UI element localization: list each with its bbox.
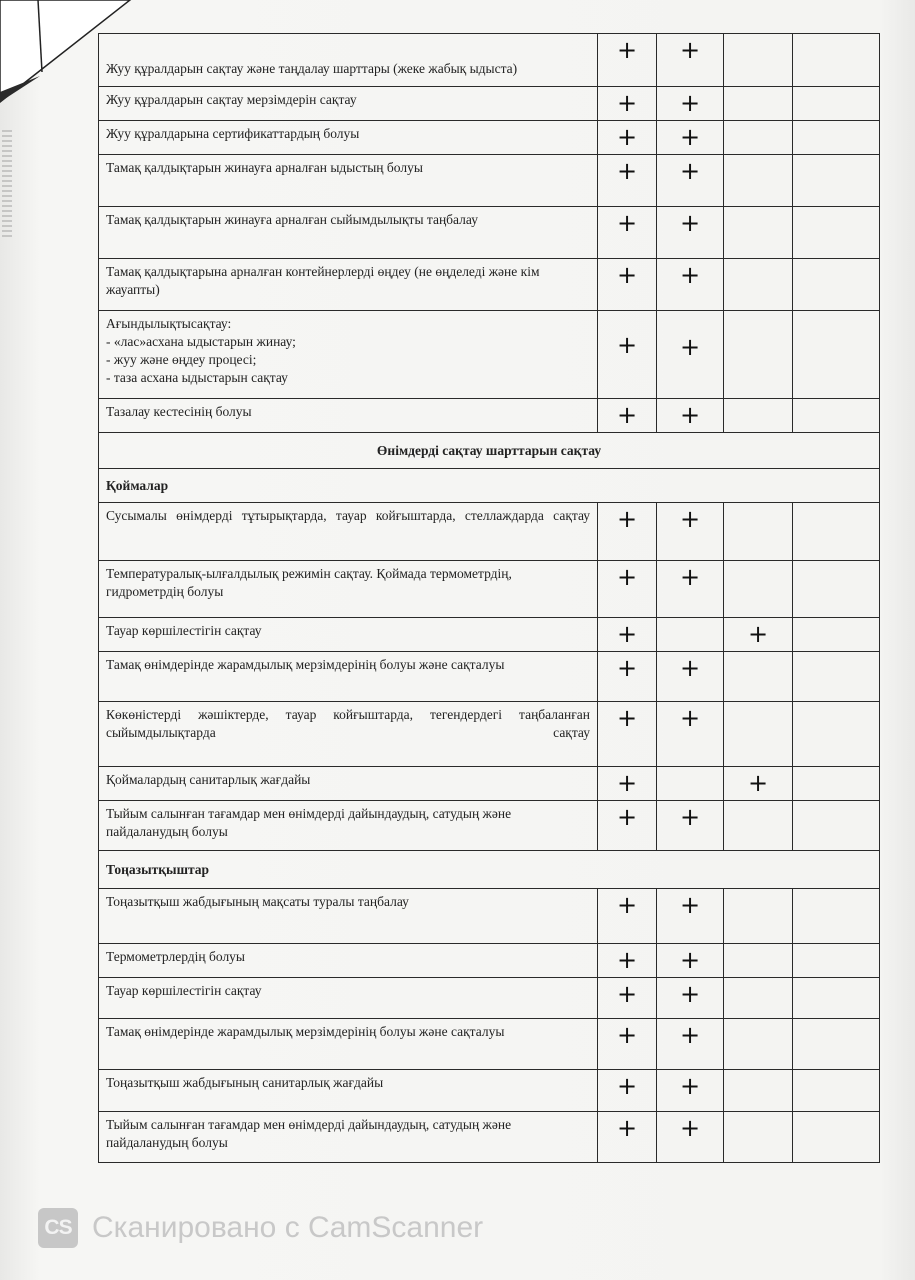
plus-mark: + [616, 123, 638, 151]
criterion-text: Тамақ өнімдерінде жарамдылық мерзімдерінің болуы және сақталуы [99, 1019, 598, 1070]
mark-cell [793, 944, 880, 978]
plus-mark: + [616, 505, 638, 533]
mark-cell [793, 311, 880, 399]
scan-edge-marks [2, 130, 12, 240]
plus-mark: + [616, 331, 638, 359]
mark-cell [724, 259, 793, 311]
mark-cell [724, 34, 793, 87]
plus-mark: + [679, 654, 701, 682]
plus-mark: + [616, 261, 638, 289]
table-row [99, 801, 880, 851]
criterion-line: Ағындылықтысақтау: [106, 316, 232, 331]
criterion-text: Тамақ қалдықтарына арналған контейнерлерді өңдеу (не өңделеді және кім жауапты) [99, 259, 598, 311]
plus-mark: + [679, 89, 701, 117]
mark-cell [598, 702, 657, 767]
criterion-text: Қоймалардың санитарлық жағдайы [99, 767, 598, 801]
mark-cell [793, 207, 880, 259]
plus-mark: + [679, 1114, 701, 1142]
mark-cell [598, 1019, 657, 1070]
criterion-text: Тоңазытқыш жабдығының мақсаты туралы таңбалау [99, 889, 598, 944]
table-row [99, 561, 880, 618]
criterion-line: - таза асхана ыдыстарын сақтау [106, 370, 288, 385]
plus-mark: + [679, 563, 701, 591]
table-row [99, 399, 880, 433]
table-row [99, 34, 880, 87]
mark-cell [793, 767, 880, 801]
criterion-text: Тамақ қалдықтарын жинауға арналған ыдыстың болуы [99, 155, 598, 207]
mark-cell [657, 155, 724, 207]
mark-cell [793, 889, 880, 944]
criterion-text: Жуу құралдарына сертификаттардың болуы [99, 121, 598, 155]
criterion-text: Температуралық-ылғалдылық режимін сақтау. Қоймада термометрдің, гидрометрдің болуы [99, 561, 598, 618]
mark-cell [598, 944, 657, 978]
plus-mark: + [679, 946, 701, 974]
mark-cell [724, 767, 793, 801]
subsection-header-row [99, 851, 880, 889]
plus-mark: + [679, 891, 701, 919]
plus-mark: + [679, 401, 701, 429]
plus-mark: + [679, 980, 701, 1008]
mark-cell [724, 618, 793, 652]
plus-mark: + [616, 157, 638, 185]
mark-cell [724, 155, 793, 207]
subsection-title-fridges: Тоңазытқыштар [99, 851, 880, 889]
plus-mark: + [747, 769, 769, 797]
plus-mark: + [747, 620, 769, 648]
mark-cell [793, 978, 880, 1019]
mark-cell [793, 801, 880, 851]
mark-cell [793, 34, 880, 87]
table-row [99, 155, 880, 207]
plus-mark: + [616, 946, 638, 974]
plus-mark: + [616, 704, 638, 732]
criterion-text: Тамақ өнімдерінде жарамдылық мерзімдерінің болуы және сақталуы [99, 652, 598, 702]
mark-cell [657, 399, 724, 433]
criterion-text: Тыйым салынған тағамдар мен өнімдерді дайындаудың, сатудың және пайдаланудың болуы [99, 801, 598, 851]
mark-cell [793, 1070, 880, 1112]
mark-cell [657, 944, 724, 978]
table-row [99, 1019, 880, 1070]
section-title: Өнімдерді сақтау шарттарын сақтау [99, 433, 880, 469]
plus-mark: + [679, 36, 701, 64]
criterion-line: - «лас»асхана ыдыстарын жинау; [106, 334, 296, 349]
plus-mark: + [679, 261, 701, 289]
mark-cell [657, 652, 724, 702]
plus-mark: + [616, 891, 638, 919]
criterion-text: Көкөністерді жәшіктерде, тауар койғыштарда, тегендердегі таңбаланған сыйымдылықтарда сақтау [99, 702, 598, 767]
mark-cell [793, 399, 880, 433]
mark-cell [657, 1070, 724, 1112]
table-row [99, 259, 880, 311]
plus-mark: + [679, 123, 701, 151]
mark-cell [724, 311, 793, 399]
mark-cell [657, 978, 724, 1019]
table-row [99, 503, 880, 561]
mark-cell [598, 207, 657, 259]
mark-cell [793, 121, 880, 155]
mark-cell [657, 34, 724, 87]
mark-cell [793, 1112, 880, 1163]
plus-mark: + [616, 36, 638, 64]
camscanner-logo: CS [38, 1208, 78, 1248]
mark-cell [793, 503, 880, 561]
table-row [99, 702, 880, 767]
camscanner-watermark [38, 1208, 483, 1248]
mark-cell [598, 503, 657, 561]
table-row [99, 978, 880, 1019]
mark-cell [598, 561, 657, 618]
plus-mark: + [616, 980, 638, 1008]
mark-cell [724, 121, 793, 155]
mark-cell [657, 889, 724, 944]
plus-mark: + [616, 563, 638, 591]
mark-cell [598, 34, 657, 87]
mark-cell [598, 1070, 657, 1112]
plus-mark: + [616, 401, 638, 429]
mark-cell [724, 889, 793, 944]
plus-mark: + [616, 1114, 638, 1142]
plus-mark: + [616, 654, 638, 682]
mark-cell [793, 155, 880, 207]
criterion-text: Тауар көршілестігін сақтау [99, 978, 598, 1019]
section-header-row [99, 433, 880, 469]
table-row [99, 1112, 880, 1163]
criterion-text: Тыйым салынған тағамдар мен өнімдерді дайындаудың, сатудың және пайдаланудың болуы [99, 1112, 598, 1163]
criterion-text: Жуу құралдарын сақтау және таңдалау шарттары (жеке жабық ыдыста) [99, 34, 598, 87]
mark-cell [657, 801, 724, 851]
criterion-text: Жуу құралдарын сақтау мерзімдерін сақтау [99, 87, 598, 121]
mark-cell [598, 652, 657, 702]
plus-mark: + [616, 209, 638, 237]
plus-mark: + [616, 1021, 638, 1049]
plus-mark: + [616, 803, 638, 831]
plus-mark: + [679, 803, 701, 831]
mark-cell [793, 652, 880, 702]
watermark-text: Сканировано с CamScanner [92, 1211, 484, 1244]
mark-cell [657, 311, 724, 399]
table-row [99, 207, 880, 259]
mark-cell [724, 561, 793, 618]
plus-mark: + [679, 505, 701, 533]
mark-cell [724, 399, 793, 433]
criterion-text: Тамақ қалдықтарын жинауға арналған сыйымдылықты таңбалау [99, 207, 598, 259]
mark-cell [657, 207, 724, 259]
mark-cell [598, 87, 657, 121]
table-row [99, 618, 880, 652]
criterion-text: Термометрлердің болуы [99, 944, 598, 978]
plus-mark: + [679, 157, 701, 185]
criterion-line: - жуу және өңдеу процесі; [106, 352, 257, 367]
mark-cell [793, 618, 880, 652]
mark-cell [657, 1019, 724, 1070]
table-row [99, 1070, 880, 1112]
mark-cell [598, 155, 657, 207]
mark-cell [657, 259, 724, 311]
mark-cell [724, 1019, 793, 1070]
mark-cell [724, 87, 793, 121]
mark-cell [657, 1112, 724, 1163]
plus-mark: + [616, 620, 638, 648]
plus-mark: + [679, 1021, 701, 1049]
mark-cell [657, 618, 724, 652]
mark-cell [724, 978, 793, 1019]
mark-cell [598, 311, 657, 399]
plus-mark: + [616, 1072, 638, 1100]
mark-cell [598, 618, 657, 652]
table-row [99, 944, 880, 978]
mark-cell [724, 1070, 793, 1112]
table-row [99, 652, 880, 702]
criterion-text: Тауар көршілестігін сақтау [99, 618, 598, 652]
mark-cell [657, 121, 724, 155]
mark-cell [657, 561, 724, 618]
table-row [99, 889, 880, 944]
mark-cell [657, 503, 724, 561]
subsection-title-warehouses: Қоймалар [99, 469, 880, 503]
mark-cell [598, 1112, 657, 1163]
mark-cell [724, 1112, 793, 1163]
mark-cell [657, 87, 724, 121]
criterion-text: Тоңазытқыш жабдығының санитарлық жағдайы [99, 1070, 598, 1112]
table-row [99, 121, 880, 155]
mark-cell [724, 503, 793, 561]
mark-cell [793, 561, 880, 618]
plus-mark: + [679, 333, 701, 361]
mark-cell [598, 399, 657, 433]
mark-cell [598, 767, 657, 801]
mark-cell [598, 801, 657, 851]
criterion-text [99, 311, 598, 399]
mark-cell [598, 889, 657, 944]
mark-cell [657, 767, 724, 801]
mark-cell [793, 87, 880, 121]
plus-mark: + [679, 1072, 701, 1100]
subsection-header-row [99, 469, 880, 503]
mark-cell [724, 944, 793, 978]
criterion-text: Тазалау кестесінің болуы [99, 399, 598, 433]
mark-cell [598, 259, 657, 311]
mark-cell [793, 702, 880, 767]
mark-cell [598, 121, 657, 155]
criterion-text: Сусымалы өнімдерді тұтырықтарда, тауар койғыштарда, стеллаждарда сақтау [99, 503, 598, 561]
table-row [99, 311, 880, 399]
mark-cell [724, 652, 793, 702]
table-row [99, 87, 880, 121]
inspection-checklist-table [98, 33, 880, 1163]
table-row [99, 767, 880, 801]
mark-cell [598, 978, 657, 1019]
plus-mark: + [679, 704, 701, 732]
mark-cell [657, 702, 724, 767]
mark-cell [793, 259, 880, 311]
plus-mark: + [616, 89, 638, 117]
plus-mark: + [616, 769, 638, 797]
mark-cell [724, 801, 793, 851]
mark-cell [724, 207, 793, 259]
mark-cell [724, 702, 793, 767]
plus-mark: + [679, 209, 701, 237]
mark-cell [793, 1019, 880, 1070]
